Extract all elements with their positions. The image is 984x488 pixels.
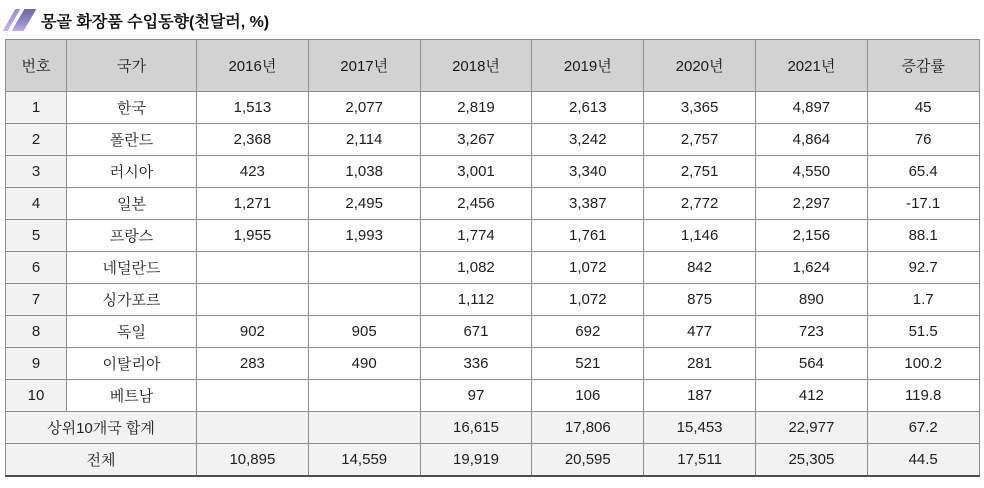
- value-cell: [197, 380, 309, 412]
- column-header: 국가: [67, 40, 197, 92]
- page-title: 몽골 화장품 수입동향(천달러, %): [41, 13, 270, 31]
- value-cell: 97: [420, 380, 532, 412]
- value-cell: 1,146: [644, 220, 756, 252]
- value-cell: 3,365: [644, 92, 756, 124]
- value-cell: [308, 252, 420, 284]
- value-cell: 875: [644, 284, 756, 316]
- row-number-cell: 1: [6, 92, 67, 124]
- value-cell: 15,453: [644, 412, 756, 444]
- value-cell: 3,387: [532, 188, 644, 220]
- value-cell: 1,993: [308, 220, 420, 252]
- value-cell: 10,895: [197, 444, 309, 477]
- value-cell: 67.2: [867, 412, 979, 444]
- value-cell: 2,114: [308, 124, 420, 156]
- page-title-bar: [5, 4, 979, 39]
- value-cell: 905: [308, 316, 420, 348]
- value-cell: [308, 380, 420, 412]
- value-cell: 2,077: [308, 92, 420, 124]
- value-cell: 1,271: [197, 188, 309, 220]
- country-cell: 독일: [67, 316, 197, 348]
- value-cell: 2,368: [197, 124, 309, 156]
- table-row: [6, 348, 980, 380]
- value-cell: 412: [755, 380, 867, 412]
- row-number-cell: 6: [6, 252, 67, 284]
- double-slash-icon: [7, 8, 33, 32]
- value-cell: 3,242: [532, 124, 644, 156]
- value-cell: 2,613: [532, 92, 644, 124]
- column-header: 2017년: [308, 40, 420, 92]
- summary-row: [6, 412, 980, 444]
- row-number-cell: 2: [6, 124, 67, 156]
- value-cell: 4,897: [755, 92, 867, 124]
- summary-row: [6, 444, 980, 477]
- value-cell: 671: [420, 316, 532, 348]
- value-cell: 890: [755, 284, 867, 316]
- value-cell: 2,297: [755, 188, 867, 220]
- value-cell: 1,082: [420, 252, 532, 284]
- column-header: 번호: [6, 40, 67, 92]
- summary-label-cell: 상위10개국 합계: [6, 412, 197, 444]
- value-cell: 20,595: [532, 444, 644, 477]
- value-cell: 2,156: [755, 220, 867, 252]
- value-cell: 723: [755, 316, 867, 348]
- summary-label-cell: 전체: [6, 444, 197, 477]
- value-cell: 692: [532, 316, 644, 348]
- value-cell: 2,456: [420, 188, 532, 220]
- value-cell: 1.7: [867, 284, 979, 316]
- column-header: 2016년: [197, 40, 309, 92]
- table-row: [6, 220, 980, 252]
- value-cell: 100.2: [867, 348, 979, 380]
- value-cell: 2,495: [308, 188, 420, 220]
- value-cell: 17,511: [644, 444, 756, 477]
- value-cell: [308, 284, 420, 316]
- column-header: 증감률: [867, 40, 979, 92]
- row-number-cell: 7: [6, 284, 67, 316]
- value-cell: 1,038: [308, 156, 420, 188]
- value-cell: 842: [644, 252, 756, 284]
- value-cell: 14,559: [308, 444, 420, 477]
- value-cell: 17,806: [532, 412, 644, 444]
- value-cell: 119.8: [867, 380, 979, 412]
- country-cell: 네덜란드: [67, 252, 197, 284]
- value-cell: 2,819: [420, 92, 532, 124]
- value-cell: 1,761: [532, 220, 644, 252]
- column-header: 2018년: [420, 40, 532, 92]
- table-header-row: [6, 40, 980, 92]
- value-cell: 477: [644, 316, 756, 348]
- value-cell: 19,919: [420, 444, 532, 477]
- value-cell: 2,751: [644, 156, 756, 188]
- row-number-cell: 8: [6, 316, 67, 348]
- value-cell: [197, 252, 309, 284]
- row-number-cell: 10: [6, 380, 67, 412]
- country-cell: 일본: [67, 188, 197, 220]
- row-number-cell: 3: [6, 156, 67, 188]
- table-row: [6, 380, 980, 412]
- value-cell: 1,624: [755, 252, 867, 284]
- value-cell: 51.5: [867, 316, 979, 348]
- country-cell: 베트남: [67, 380, 197, 412]
- value-cell: 2,757: [644, 124, 756, 156]
- country-cell: 러시아: [67, 156, 197, 188]
- table-row: [6, 252, 980, 284]
- column-header: 2021년: [755, 40, 867, 92]
- value-cell: 281: [644, 348, 756, 380]
- value-cell: 423: [197, 156, 309, 188]
- value-cell: 16,615: [420, 412, 532, 444]
- country-cell: 싱가포르: [67, 284, 197, 316]
- value-cell: 4,550: [755, 156, 867, 188]
- table-row: [6, 316, 980, 348]
- row-number-cell: 5: [6, 220, 67, 252]
- country-cell: 이탈리아: [67, 348, 197, 380]
- value-cell: 25,305: [755, 444, 867, 477]
- country-cell: 폴란드: [67, 124, 197, 156]
- value-cell: 65.4: [867, 156, 979, 188]
- value-cell: 92.7: [867, 252, 979, 284]
- value-cell: 283: [197, 348, 309, 380]
- row-number-cell: 9: [6, 348, 67, 380]
- column-header: 2019년: [532, 40, 644, 92]
- table-row: [6, 92, 980, 124]
- value-cell: -17.1: [867, 188, 979, 220]
- value-cell: 45: [867, 92, 979, 124]
- value-cell: 1,112: [420, 284, 532, 316]
- value-cell: 76: [867, 124, 979, 156]
- country-cell: 프랑스: [67, 220, 197, 252]
- value-cell: 2,772: [644, 188, 756, 220]
- country-cell: 한국: [67, 92, 197, 124]
- row-number-cell: 4: [6, 188, 67, 220]
- value-cell: 1,774: [420, 220, 532, 252]
- table-row: [6, 156, 980, 188]
- value-cell: 902: [197, 316, 309, 348]
- value-cell: 336: [420, 348, 532, 380]
- value-cell: 1,513: [197, 92, 309, 124]
- table-row: [6, 124, 980, 156]
- table-row: [6, 188, 980, 220]
- value-cell: 44.5: [867, 444, 979, 477]
- value-cell: 1,072: [532, 284, 644, 316]
- value-cell: 22,977: [755, 412, 867, 444]
- value-cell: 3,340: [532, 156, 644, 188]
- value-cell: 3,001: [420, 156, 532, 188]
- value-cell: 564: [755, 348, 867, 380]
- value-cell: [197, 284, 309, 316]
- value-cell: 187: [644, 380, 756, 412]
- table-row: [6, 284, 980, 316]
- value-cell: 1,955: [197, 220, 309, 252]
- value-cell: 4,864: [755, 124, 867, 156]
- value-cell: 1,072: [532, 252, 644, 284]
- value-cell: 490: [308, 348, 420, 380]
- import-trend-table: [5, 39, 980, 477]
- value-cell: 521: [532, 348, 644, 380]
- value-cell: 106: [532, 380, 644, 412]
- value-cell: 88.1: [867, 220, 979, 252]
- value-cell: [197, 412, 309, 444]
- value-cell: [308, 412, 420, 444]
- column-header: 2020년: [644, 40, 756, 92]
- table-body: [6, 92, 980, 477]
- value-cell: 3,267: [420, 124, 532, 156]
